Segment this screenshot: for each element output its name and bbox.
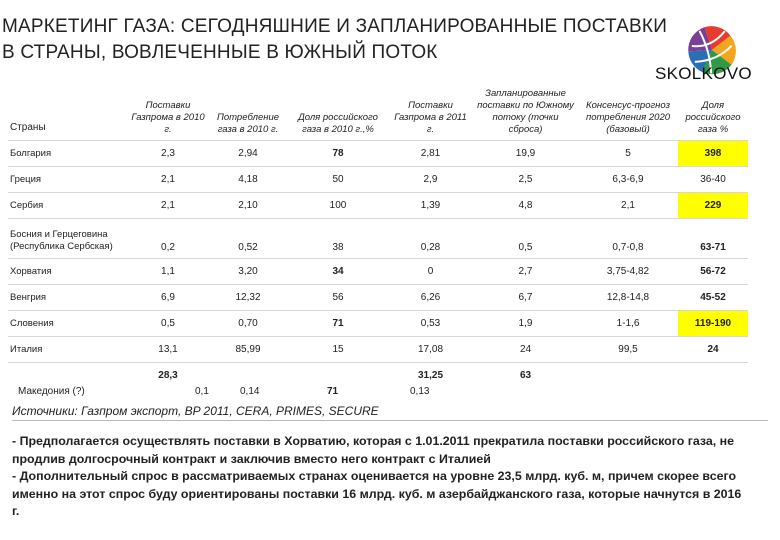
total-supply-2010: 28,3: [158, 370, 178, 382]
note-paragraph: - Дополнительный спрос в рассматриваемых странах оценивается на уровне 23,5 млрд. куб. м, причем скорее всего именно на этот спрос буду ориентированы поставки 16 млрд. куб. м азербайджанского газа, которые начнутся в 2016 г.: [12, 469, 742, 518]
table-row: [8, 311, 748, 337]
table-cell: 2,81: [388, 141, 473, 167]
header-cell: Запланированные поставки по Южному потоку (точки сброса): [473, 82, 578, 141]
table-cell: 100: [288, 193, 388, 219]
header-cell: Доля российского газа в 2010 г.,%: [288, 82, 388, 141]
total-south-stream: 63: [519, 370, 532, 382]
table-cell: 17,08: [388, 337, 473, 363]
highlighted-cell: 398: [678, 141, 748, 167]
table-cell: 56: [288, 285, 388, 311]
table-row: [8, 193, 748, 219]
country-cell: Греция: [8, 167, 128, 193]
table-cell: 2,1: [578, 193, 678, 219]
table-cell: 0,2: [128, 219, 208, 259]
table-cell: 71: [288, 311, 388, 337]
sources-note: Источники: Газпром экспорт, BP 2011, CERA, PRIMES, SECURE: [12, 404, 379, 418]
table-row: [8, 167, 748, 193]
table-cell: 24: [678, 337, 748, 363]
table-cell: 0,52: [208, 219, 288, 259]
table-cell: 36-40: [678, 167, 748, 193]
header-cell: Страны: [8, 82, 128, 141]
table-cell: 24: [473, 337, 578, 363]
table-cell: 0,70: [208, 311, 288, 337]
country-cell: Хорватия: [8, 259, 128, 285]
table-cell: 2,3: [128, 141, 208, 167]
title-line-1: МАРКЕТИНГ ГАЗА: СЕГОДНЯШНИЕ И ЗАПЛАНИРОВАННЫЕ ПОСТАВКИ: [2, 16, 668, 37]
country-cell: Сербия: [8, 193, 128, 219]
table-cell: 3,75-4,82: [578, 259, 678, 285]
macedonia-supply-2010: 0,1: [195, 386, 209, 397]
table-cell: 6,3-6,9: [578, 167, 678, 193]
header-cell: Поставки Газпрома в 2011 г.: [388, 82, 473, 141]
table-cell: 38: [288, 219, 388, 259]
country-cell: Венгрия: [8, 285, 128, 311]
macedonia-country: Македония (?): [18, 386, 85, 397]
header-cell: Поставки Газпрома в 2010 г.: [128, 82, 208, 141]
header-cell: Консенсус-прогноз потребления 2020 (базовый): [578, 82, 678, 141]
table-cell: 34: [288, 259, 388, 285]
highlighted-cell: 119-190: [678, 311, 748, 337]
table-cell: 78: [288, 141, 388, 167]
table-cell: 56-72: [678, 259, 748, 285]
table-cell: 1,39: [388, 193, 473, 219]
table-cell: 5: [578, 141, 678, 167]
table-cell: 63-71: [678, 219, 748, 259]
macedonia-supply-2011: 0,13: [410, 386, 430, 397]
table-cell: 2,1: [128, 167, 208, 193]
total-supply-2011: 31,25: [417, 370, 444, 382]
table-cell: 2,1: [128, 193, 208, 219]
country-cell: Болгария: [8, 141, 128, 167]
table-cell: 0: [388, 259, 473, 285]
table-cell: 3,20: [208, 259, 288, 285]
table-cell: 50: [288, 167, 388, 193]
logo-text: SKOLKOVO: [655, 64, 752, 83]
table-cell: 6,9: [128, 285, 208, 311]
table-cell: 12,32: [208, 285, 288, 311]
table-cell: 1,9: [473, 311, 578, 337]
table-cell: 0,53: [388, 311, 473, 337]
table-cell: 2,94: [208, 141, 288, 167]
table-cell: 0,28: [388, 219, 473, 259]
table-cell: 45-52: [678, 285, 748, 311]
table-cell: 1,1: [128, 259, 208, 285]
table-cell: 2,10: [208, 193, 288, 219]
gas-supply-table: [8, 82, 748, 389]
table-cell: 0,5: [128, 311, 208, 337]
title-line-2: В СТРАНЫ, ВОВЛЕЧЕННЫЕ В ЮЖНЫЙ ПОТОК: [2, 42, 438, 63]
country-cell: Словения: [8, 311, 128, 337]
table-cell: 6,7: [473, 285, 578, 311]
table-cell: 2,9: [388, 167, 473, 193]
table-cell: 85,99: [208, 337, 288, 363]
table-cell: 2,5: [473, 167, 578, 193]
page-title: [2, 14, 702, 66]
country-cell: Босния и Герцеговина (Республика Сербская): [8, 219, 128, 259]
table-row: [8, 219, 748, 259]
table-row: [8, 259, 748, 285]
notes-block: [12, 433, 752, 521]
table-cell: 4,8: [473, 193, 578, 219]
table-cell: 0,7-0,8: [578, 219, 678, 259]
table-row: [8, 141, 748, 167]
table-row: [8, 285, 748, 311]
table-cell: 1-1,6: [578, 311, 678, 337]
table-cell: 19,9: [473, 141, 578, 167]
table-row: [8, 337, 748, 363]
highlighted-cell: 229: [678, 193, 748, 219]
note-paragraph: - Предполагается осуществлять поставки в Хорватию, которая с 1.01.2011 прекратила поставки российского газа, не продлив долгосрочный контракт и заключив вместо него контракт с Италией: [12, 434, 735, 466]
table-cell: 0,5: [473, 219, 578, 259]
table-cell: 99,5: [578, 337, 678, 363]
header-cell: Доля российского газа %: [678, 82, 748, 141]
table-cell: 4,18: [208, 167, 288, 193]
table-cell: 6,26: [388, 285, 473, 311]
macedonia-consumption: 0,14: [240, 386, 260, 397]
table-cell: 2,7: [473, 259, 578, 285]
table-cell: 12,8-14,8: [578, 285, 678, 311]
totals-row: [8, 363, 748, 389]
table-cell: 15: [288, 337, 388, 363]
macedonia-share: 71: [327, 386, 339, 397]
table-header-row: [8, 82, 748, 141]
table-cell: 13,1: [128, 337, 208, 363]
divider: [12, 420, 768, 421]
header-cell: Потребление газа в 2010 г.: [208, 82, 288, 141]
country-cell: Италия: [8, 337, 128, 363]
